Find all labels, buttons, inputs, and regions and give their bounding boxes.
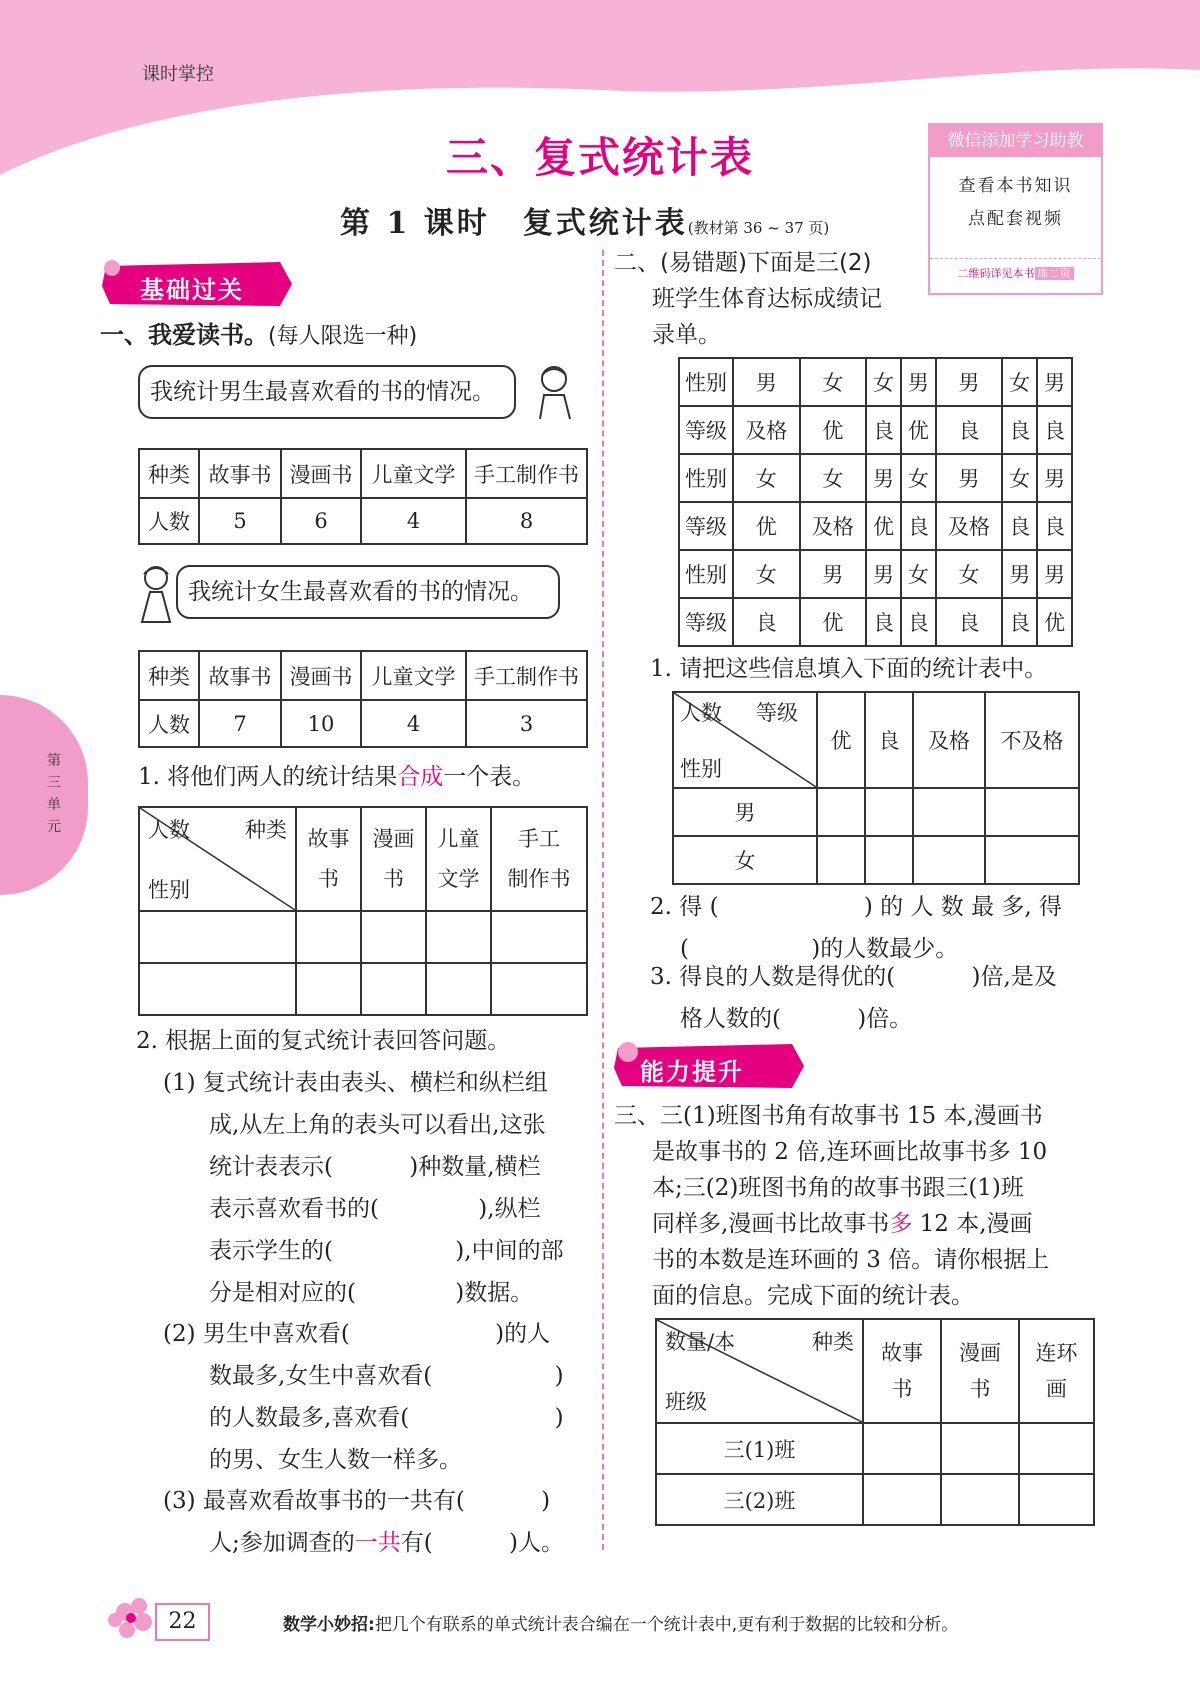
count-header: 人数: [139, 498, 199, 544]
footer-tip-text: 把几个有联系的单式统计表合编在一个统计表中,更有利于数据的比较和分析。: [374, 1615, 959, 1635]
qr-foot-badge: 扉二页: [1035, 267, 1074, 280]
q1-part1-line: 分是相对应的( )数据。: [209, 1280, 534, 1306]
grade-cell: 男: [800, 550, 867, 598]
q3-line: 是故事书的 2 倍,连环画比故事书多 10: [652, 1139, 1048, 1165]
grade-cell: 良: [1002, 406, 1037, 454]
grade-cell: 良: [936, 406, 1003, 454]
q1-part1: [163, 1062, 564, 1314]
count-cell: 7: [199, 700, 281, 747]
grade-row: [679, 454, 1072, 502]
merged-book-table[interactable]: [138, 806, 588, 1016]
q1-sub1-highlight: 合成: [397, 764, 444, 790]
grade-cell: 优: [733, 502, 800, 550]
grade-cell: 男: [866, 454, 901, 502]
blank-cell[interactable]: [865, 788, 913, 836]
blank-cell[interactable]: [817, 836, 865, 884]
lesson-title-text: 第 1 课时 复式统计表: [340, 206, 688, 241]
col-label: 手工: [518, 827, 560, 851]
category-cell: 故事书: [199, 651, 281, 700]
merged-col-header: [491, 807, 587, 911]
library-row-header: 三(2)班: [656, 1474, 863, 1525]
footer-tip-label: 数学小妙招:: [283, 1615, 375, 1635]
col-label: 故事: [307, 827, 350, 851]
q3-line: 面的信息。完成下面的统计表。: [652, 1283, 974, 1309]
count-cell: 10: [281, 700, 361, 747]
grade-cell: 男: [1037, 550, 1072, 598]
grade-record-table: [678, 357, 1073, 647]
grade-cell: 男: [866, 550, 901, 598]
col-label: 画: [1046, 1377, 1067, 1401]
page-title: 三、复式统计表: [445, 133, 754, 182]
count-header: 人数: [139, 700, 199, 747]
count-cell: 5: [199, 498, 281, 544]
grade-cell: 女: [901, 454, 936, 502]
col-label: 文学: [437, 867, 480, 891]
qr-line-1: 查看本书知识: [958, 176, 1073, 196]
grade-row-header: 性别: [679, 358, 733, 406]
blank-cell[interactable]: [1019, 1474, 1094, 1525]
lesson-ref: (教材第 36 ~ 37 页): [687, 219, 830, 237]
category-cell: 漫画书: [281, 651, 361, 700]
stat-row-header: 女: [673, 836, 817, 884]
page-number: 22: [155, 1603, 210, 1641]
blank-cell[interactable]: [491, 963, 587, 1015]
q1-part1-line: 表示喜欢看书的( ),纵栏: [209, 1196, 541, 1222]
count-cell: 6: [281, 498, 361, 544]
blank-cell[interactable]: [863, 1423, 941, 1474]
grade-cell: 女: [800, 358, 867, 406]
count-cell: 3: [466, 700, 587, 747]
grade-cell: 女: [1002, 454, 1037, 502]
corner-bottom: 性别: [148, 878, 190, 902]
grade-cell: 女: [733, 454, 800, 502]
q1-part1-line: 表示学生的( ),中间的部: [209, 1238, 564, 1264]
corner-top-right: 种类: [812, 1330, 854, 1354]
blank-cell[interactable]: [817, 788, 865, 836]
category-cell: 手工制作书: [466, 651, 587, 700]
grade-row: [679, 598, 1072, 646]
q1-part3: [163, 1480, 564, 1564]
grade-cell: 优: [800, 598, 867, 646]
unit-side-tab-text: 第三单元: [47, 753, 61, 835]
grade-row-header: 等级: [679, 502, 733, 550]
category-cell: 故事书: [199, 449, 281, 498]
grade-cell: 及格: [800, 502, 867, 550]
grade-cell: 良: [936, 598, 1003, 646]
q3-line4-post: 12 本,漫画: [912, 1211, 1033, 1237]
grade-cell: 男: [936, 454, 1003, 502]
girl-icon: [136, 564, 176, 628]
qr-line-2: 点配套视频: [968, 209, 1063, 229]
grade-cell: 良: [1037, 406, 1072, 454]
q2-heading: [614, 245, 882, 353]
q3-line4-highlight: 多: [889, 1211, 913, 1237]
grade-cell: 优: [901, 406, 936, 454]
blank-cell[interactable]: [863, 1474, 941, 1525]
q1-part2-line: (2) 男生中喜欢看( )的人: [163, 1321, 551, 1347]
grade-row: [679, 502, 1072, 550]
grade-cell: 良: [733, 598, 800, 646]
stat-col-header: 不及格: [985, 692, 1079, 788]
boy-icon: [532, 363, 578, 421]
blank-cell[interactable]: [941, 1423, 1019, 1474]
grade-cell: 良: [1037, 502, 1072, 550]
grade-cell: 良: [1002, 598, 1037, 646]
q3-line: 三、三(1)班图书角有故事书 15 本,漫画书: [614, 1103, 1043, 1129]
q1-part3-pre: 人;参加调查的: [209, 1530, 355, 1556]
stat-row-header: 男: [673, 788, 817, 836]
q1-part3-line2: [163, 1522, 564, 1564]
grade-cell: 及格: [733, 406, 800, 454]
col-label: 书: [969, 1377, 991, 1401]
grade-row: [679, 406, 1072, 454]
header-label: 课时掌控: [142, 64, 214, 85]
grade-stat-table[interactable]: [672, 691, 1080, 885]
grade-cell: 男: [1002, 550, 1037, 598]
stat-col-header: 及格: [913, 692, 985, 788]
count-cell: 8: [466, 498, 587, 544]
q1-part3-post: 有( )人。: [400, 1530, 565, 1556]
col-label: 连环: [1035, 1341, 1078, 1365]
girls-book-table: [138, 650, 588, 748]
blank-cell[interactable]: [361, 963, 426, 1015]
q2-sub2-line1: 2. 得 ( ) 的 人 数 最 多, 得: [650, 894, 1063, 920]
grade-record-body: [679, 358, 1072, 646]
q2-head-line2: 班学生体育达标成绩记: [652, 286, 882, 312]
category-cell: 漫画书: [281, 449, 361, 498]
blank-cell[interactable]: [941, 1474, 1019, 1525]
category-cell: 儿童文学: [361, 651, 466, 700]
grade-cell: 良: [901, 598, 936, 646]
grade-cell: 男: [733, 358, 800, 406]
q3-line4-pre: 同样多,漫画书比故事书: [652, 1211, 890, 1237]
q2-sub3-line2: 格人数的( )倍。: [680, 1006, 913, 1032]
q1-part1-line: 成,从左上角的表头可以看出,这张: [209, 1112, 546, 1138]
col-label: 制作书: [507, 867, 571, 891]
corner-top-right: 种类: [245, 818, 287, 842]
count-cell: 4: [361, 498, 466, 544]
blank-cell[interactable]: [296, 963, 361, 1015]
qr-foot-text: 二维码详见本书: [957, 267, 1035, 280]
stat-col-header: 良: [865, 692, 913, 788]
q1-sub2: 2. 根据上面的复式统计表回答问题。: [136, 1028, 511, 1054]
blank-cell[interactable]: [913, 836, 985, 884]
qr-foot: [930, 258, 1101, 281]
grade-cell: 男: [936, 358, 1003, 406]
blank-cell[interactable]: [426, 963, 491, 1015]
library-table-corner: [656, 1319, 863, 1423]
grade-row: [679, 358, 1072, 406]
section-badge-basic-label: 基础过关: [140, 276, 244, 304]
q1-part1-line: (1) 复式统计表由表头、横栏和纵栏组: [163, 1070, 548, 1096]
q1-part1-line: 统计表表示( )种数量,横栏: [209, 1154, 541, 1180]
q1-note: (每人限选一种): [268, 324, 418, 349]
library-col-header: [1019, 1319, 1094, 1423]
library-col-header: [941, 1319, 1019, 1423]
grade-row-header: 等级: [679, 406, 733, 454]
library-col-header: [863, 1319, 941, 1423]
q1-part3-highlight: 一共: [354, 1530, 401, 1556]
q3-text: [614, 1098, 1049, 1314]
q1-sub1-post: 一个表。: [443, 764, 536, 790]
boys-book-table: [138, 448, 588, 545]
lesson-title: [340, 198, 829, 242]
col-label: 书: [891, 1377, 913, 1401]
corner-top-left: 人数: [680, 701, 722, 725]
q1-part3-line1: (3) 最喜欢看故事书的一共有( ): [163, 1488, 551, 1514]
q1-part2: [163, 1313, 564, 1481]
corner-top-left: 数量/本: [665, 1330, 736, 1354]
library-stat-table[interactable]: [655, 1318, 1095, 1526]
corner-bottom: 性别: [680, 757, 722, 781]
blank-cell[interactable]: [139, 963, 296, 1015]
q1-part2-line: 数最多,女生中喜欢看( ): [209, 1363, 564, 1389]
q1-part2-line: 的人数最多,喜欢看( ): [209, 1405, 564, 1431]
grade-cell: 男: [1037, 454, 1072, 502]
corner-bottom: 班级: [665, 1390, 707, 1414]
grade-cell: 女: [1002, 358, 1037, 406]
col-label: 儿童: [437, 827, 480, 851]
row-header: 种类: [139, 651, 199, 700]
grade-cell: 优: [1037, 598, 1072, 646]
stat-col-header: 优: [817, 692, 865, 788]
grade-cell: 及格: [936, 502, 1003, 550]
blank-cell[interactable]: [865, 836, 913, 884]
grade-cell: 女: [901, 550, 936, 598]
merged-col-header: [361, 807, 426, 911]
blank-cell[interactable]: [361, 911, 426, 963]
section-badge-advanced-label: 能力提升: [640, 1058, 744, 1086]
qr-head: 微信添加学习助教: [930, 125, 1101, 157]
grade-cell: 良: [866, 598, 901, 646]
q2-head-line1: 二、(易错题)下面是三(2): [614, 250, 872, 276]
q2-sub1: 1. 请把这些信息填入下面的统计表中。: [650, 656, 1048, 682]
q2-sub3: [650, 956, 1057, 1040]
grade-row-header: 性别: [679, 550, 733, 598]
col-label: 故事: [881, 1341, 923, 1365]
blank-cell[interactable]: [1019, 1423, 1094, 1474]
grade-cell: 良: [901, 502, 936, 550]
corner-top-left: 人数: [148, 818, 190, 842]
grade-row: [679, 550, 1072, 598]
blank-cell[interactable]: [985, 788, 1079, 836]
q3-line: 书的本数是连环画的 3 倍。请你根据上: [652, 1247, 1050, 1273]
q3-line: 本;三(2)班图书角的故事书跟三(1)班: [652, 1175, 1024, 1201]
merged-col-header: [426, 807, 491, 911]
corner-top-right: 等级: [756, 701, 798, 725]
grade-row-header: 性别: [679, 454, 733, 502]
boy-speech-bubble: 我统计男生最喜欢看的书的情况。: [138, 365, 516, 419]
girl-speech-bubble: 我统计女生最喜欢看的书的情况。: [176, 565, 560, 619]
grade-cell: 良: [866, 406, 901, 454]
grade-cell: 女: [936, 550, 1003, 598]
blank-cell[interactable]: [426, 911, 491, 963]
q1-heading: [100, 317, 417, 355]
col-label: 书: [383, 867, 404, 891]
blank-cell[interactable]: [296, 911, 361, 963]
category-cell: 儿童文学: [361, 449, 466, 498]
grade-cell: 良: [1002, 502, 1037, 550]
count-cell: 4: [361, 700, 466, 747]
grade-row-header: 等级: [679, 598, 733, 646]
footer-tip: [283, 1610, 958, 1635]
grade-cell: 男: [1037, 358, 1072, 406]
q2-head-line3: 录单。: [652, 322, 721, 348]
blank-cell[interactable]: [985, 836, 1079, 884]
grade-cell: 女: [866, 358, 901, 406]
q2-sub2-line2: ( )的人数最少。: [680, 936, 959, 962]
merged-col-header: [296, 807, 361, 911]
q3-line: [614, 1206, 1049, 1242]
grade-cell: 女: [733, 550, 800, 598]
col-label: 漫画: [959, 1341, 1001, 1365]
grade-cell: 优: [866, 502, 901, 550]
grade-cell: 优: [800, 406, 867, 454]
blank-cell[interactable]: [139, 911, 296, 963]
col-label: 书: [318, 867, 339, 891]
stat-table-corner: [673, 692, 817, 788]
q2-sub3-line1: 3. 得良的人数是得优的( )倍,是及: [650, 964, 1057, 990]
blank-cell[interactable]: [491, 911, 587, 963]
grade-cell: 男: [901, 358, 936, 406]
q1-sub1-pre: 1. 将他们两人的统计结果: [138, 764, 398, 790]
col-label: 漫画: [372, 827, 415, 851]
q1-head-text: 一、我爱读书。: [100, 321, 268, 349]
grade-cell: 女: [800, 454, 867, 502]
blank-cell[interactable]: [913, 788, 985, 836]
q1-part2-line: 的男、女生人数一样多。: [209, 1447, 462, 1473]
q1-sub1: [138, 756, 535, 798]
column-divider: [602, 250, 604, 1550]
library-row-header: 三(1)班: [656, 1423, 863, 1474]
qr-box: [928, 123, 1103, 295]
merged-table-corner: [139, 807, 296, 911]
category-cell: 手工制作书: [466, 449, 587, 498]
row-header: 种类: [139, 449, 199, 498]
